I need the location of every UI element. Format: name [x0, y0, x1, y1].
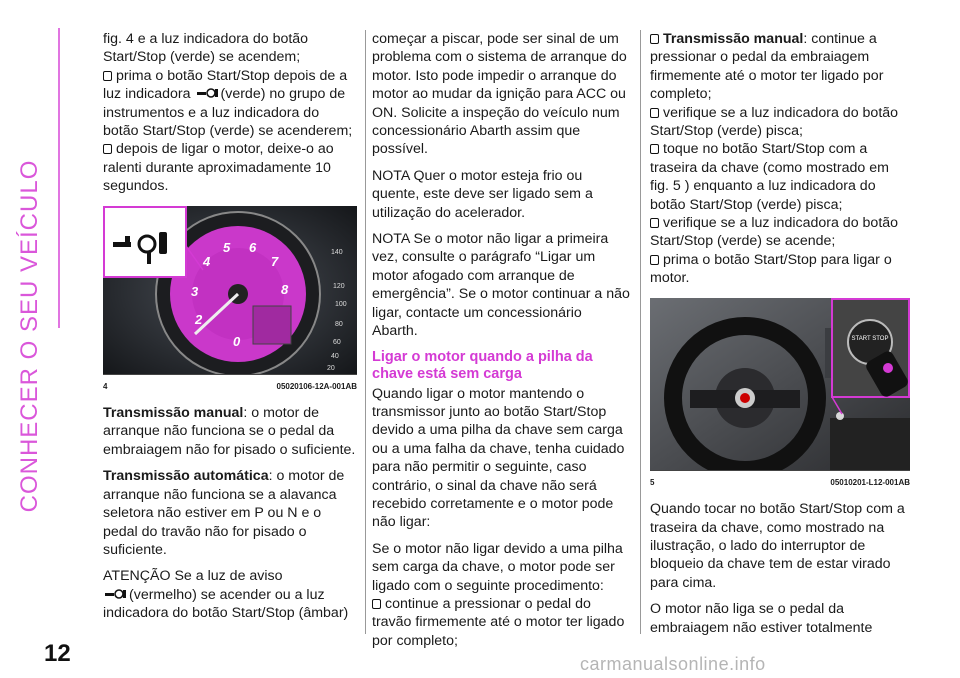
svg-text:20: 20: [327, 364, 335, 372]
list-item: verifique se a luz indicadora do botão Start/Stop (verde) se acende;: [650, 215, 899, 250]
paragraph: O motor não liga se o pedal da embraiagem não estiver totalmente: [650, 601, 873, 636]
svg-text:40: 40: [331, 352, 339, 360]
svg-text:140: 140: [331, 248, 343, 256]
paragraph: Se o motor não ligar devido a uma pilha sem carga da chave, o motor pode ser ligado com o seguinte procedimento:: [372, 540, 623, 594]
svg-text:3: 3: [191, 283, 199, 299]
page-number: 12: [44, 640, 71, 667]
watermark-footer: carmanualsonline.info: [580, 654, 766, 674]
bullet-icon: [650, 255, 659, 265]
list-item: continue a pressionar o pedal do travão firmemente até o motor ter ligado por completo;: [372, 595, 625, 649]
paragraph: começar a piscar, pode ser sinal de um problema com o sistema de arranque do motor. Isto pode impedir o arranque do motor ao mudar da ignição para ACC ou ON. Solicite a inspeção do veículo num concessionário Abarth assim que possível.: [372, 31, 627, 158]
paragraph: Transmissão automática: o motor de arranque não funciona se a alavanca seletora não estiver em P ou N e o pedal do travão não for pisado o suficiente.: [103, 468, 345, 558]
key-warning-icon: [103, 587, 129, 601]
svg-text:60: 60: [333, 338, 341, 346]
bullet-icon: [650, 144, 659, 154]
svg-text:80: 80: [335, 320, 343, 328]
column-1: [103, 30, 357, 631]
svg-text:8: 8: [281, 281, 289, 297]
bullet-icon: [103, 144, 112, 154]
figure-4: [103, 206, 357, 396]
paragraph: NOTA Quer o motor esteja frio ou quente, este deve ser ligado sem a utilização do acelerador.: [372, 167, 593, 221]
svg-text:2: 2: [195, 311, 203, 327]
bullet-icon: [650, 108, 659, 118]
column-divider: [365, 30, 366, 634]
list-item: Transmissão manual: continue a pressionar o pedal da embraiagem firmemente até o motor ter ligado por completo;: [650, 31, 884, 103]
svg-text:START STOP: START STOP: [851, 335, 889, 342]
bullet-icon: [650, 218, 659, 228]
figure-caption: 5 05010201-L12-001AB: [650, 470, 910, 492]
svg-text:6: 6: [249, 239, 257, 255]
list-item: prima o botão Start/Stop para ligar o motor.: [650, 251, 892, 287]
svg-text:4: 4: [203, 253, 211, 269]
paragraph: Quando ligar o motor mantendo o transmissor junto ao botão Start/Stop devido a uma pilha da chave sem carga ou a uma falha da chave, tenha cuidado para não permitir o seguinte, caso contrário, o sinal da chave não será recebido corretamente e o motor pode não ligar:: [372, 385, 625, 531]
instrument-cluster-image: [103, 206, 357, 374]
side-rule: [58, 28, 60, 328]
paragraph: ATENÇÃO Se a luz de aviso (vermelho) se acender ou a luz indicadora do botão Start/Stop (âmbar): [103, 568, 349, 622]
paragraph: Quando tocar no botão Start/Stop com a traseira da chave, como mostrado na ilustração, o lado do interruptor de bloqueio da chave tem de estar virado para cima.: [650, 501, 905, 591]
column-divider: [640, 30, 641, 634]
list-item: toque no botão Start/Stop com a traseira da chave (como mostrado em fig. 5 ) enquanto a luz indicadora do botão Start/Stop (verde) pisca;: [650, 141, 889, 213]
svg-text:120: 120: [333, 282, 345, 290]
svg-text:0: 0: [233, 333, 241, 349]
list-item: depois de ligar o motor, deixe-o ao ralenti durante aproximadamente 10 segundos.: [103, 141, 334, 195]
svg-text:7: 7: [271, 253, 279, 269]
figure-5: [650, 298, 910, 492]
section-heading: Ligar o motor quando a pilha da chave está sem carga: [372, 348, 593, 382]
list-item: verifique se a luz indicadora do botão Start/Stop (verde) pisca;: [650, 104, 899, 140]
svg-text:5: 5: [223, 239, 231, 255]
list-item: prima o botão Start/Stop depois de a luz indicadora (verde) no grupo de instrumentos e a luz indicadora do botão Start/Stop (verde) se acenderem;: [103, 67, 353, 140]
section-title: CONHECER O SEU VEÍCULO: [16, 159, 43, 513]
column-3: [650, 30, 910, 645]
bullet-icon: [372, 599, 381, 609]
column-2: [372, 30, 630, 658]
paragraph: Transmissão manual: o motor de arranque não funciona se o pedal da embraiagem não for pisado o suficiente.: [103, 405, 356, 458]
bullet-icon: [650, 34, 659, 44]
paragraph: fig. 4 e a luz indicadora do botão Start/Stop (verde) se acendem;: [103, 31, 309, 66]
svg-text:100: 100: [335, 300, 347, 308]
key-warning-icon: [195, 86, 221, 100]
bullet-icon: [103, 71, 112, 81]
steering-wheel-image: [650, 298, 910, 470]
figure-caption: 4 05020106-12A-001AB: [103, 374, 357, 396]
paragraph: NOTA Se o motor não ligar a primeira vez, consulte o parágrafo “Ligar um motor afogado com arranque de emergência”. Se o motor continuar a não ligar, contacte um concessionário Abarth.: [372, 231, 630, 340]
